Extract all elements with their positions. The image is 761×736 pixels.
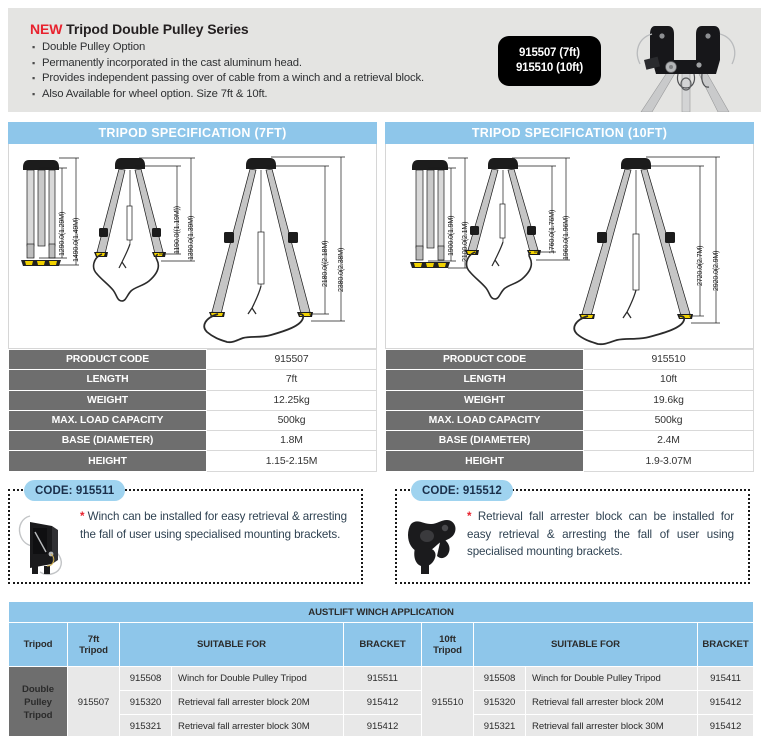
fall-arrester-block-icon (397, 508, 467, 580)
column-header-suitable-for-left: SUITABLE FOR (120, 623, 344, 667)
code-callout-body (10, 508, 361, 580)
product-code-badge (498, 36, 601, 86)
dimension-label: 1960.0(1.96M) (561, 215, 570, 260)
left-item-code: 915321 (120, 715, 172, 736)
code-callout-915511 (8, 484, 363, 584)
table-row (9, 715, 754, 736)
tripod-head-photo (608, 8, 761, 112)
asterisk-icon: * (80, 510, 85, 523)
bullet-text: Permanently incorporated in the cast aluminum head. (42, 56, 302, 69)
column-header-10ft-tripod (422, 623, 474, 667)
code-tag-badge (411, 480, 513, 501)
spec-value: 12.25kg (207, 390, 377, 410)
spec-label: LENGTH (386, 370, 584, 390)
asterisk-icon: * (467, 510, 472, 523)
table-row (9, 410, 377, 430)
bullet-dot-icon: ▪ (32, 88, 36, 99)
right-item-code: 915508 (474, 667, 526, 691)
code-tag-label: CODE: 915512 (422, 484, 502, 497)
panel-title-10ft: TRIPOD SPECIFICATION (10FT) (385, 122, 754, 144)
spec-table-10ft (385, 349, 754, 472)
list-item (30, 56, 500, 72)
spec-label: WEIGHT (386, 390, 584, 410)
spec-panel-10ft (385, 122, 754, 478)
left-tripod-code: 915507 (68, 667, 120, 736)
spec-label: BASE (DIAMETER) (9, 431, 207, 451)
left-item-code: 915320 (120, 691, 172, 715)
header-banner (8, 8, 753, 112)
bullet-dot-icon: ▪ (32, 57, 36, 68)
spec-value: 2.4M (584, 431, 754, 451)
dimension-label: 1290.0(1.29M) (57, 211, 66, 256)
table-row (386, 370, 754, 390)
spec-label: BASE (DIAMETER) (386, 431, 584, 451)
bullet-text: Double Pulley Option (42, 41, 146, 53)
list-item (30, 71, 500, 87)
left-item-bracket: 915412 (344, 691, 422, 715)
table-header-row (9, 623, 754, 667)
table-row (386, 350, 754, 370)
code-tag-label: CODE: 915511 (35, 484, 115, 497)
badge-code-7ft: 915507 (7ft) (519, 47, 580, 59)
left-item-description: Retrieval fall arrester block 20M (172, 691, 344, 715)
spec-label: PRODUCT CODE (9, 350, 207, 370)
left-item-description: Winch for Double Pulley Tripod (172, 667, 344, 691)
code-callout-915512 (395, 484, 750, 584)
dimension-label: 2180.0((2.18M) (320, 240, 329, 287)
spec-value: 915507 (207, 350, 377, 370)
spec-value: 19.6kg (584, 390, 754, 410)
dimension-label: 1490.0(1.49M) (71, 217, 80, 262)
tripod-name-cell (9, 667, 68, 736)
bullet-dot-icon: ▪ (32, 42, 36, 52)
panel-title-7ft: TRIPOD SPECIFICATION (7FT) (8, 122, 377, 144)
table-title: AUSTLIFT WINCH APPLICATION (9, 602, 754, 623)
spec-value: 500kg (584, 410, 754, 430)
right-item-bracket: 915412 (698, 691, 754, 715)
tripod-name-line3: Tripod (23, 710, 53, 721)
tripod-name-line2: Pulley (24, 697, 52, 708)
right-item-code: 915320 (474, 691, 526, 715)
column-header-tripod: Tripod (9, 623, 68, 667)
spec-value: 1.8M (207, 431, 377, 451)
column-header-bracket-right: BRACKET (698, 623, 754, 667)
table-row (9, 390, 377, 410)
code-callout-description: Winch can be installed for easy retrieval & arresting the fall of user using specialised mounting brackets. (80, 510, 347, 541)
spec-label: MAX. LOAD CAPACITY (386, 410, 584, 430)
right-tripod-code: 915510 (422, 667, 474, 736)
column-header-line1: 7ft (87, 633, 100, 645)
code-callout-body (397, 508, 748, 580)
winch-icon (10, 508, 80, 580)
right-item-description: Winch for Double Pulley Tripod (526, 667, 698, 691)
spec-label: MAX. LOAD CAPACITY (9, 410, 207, 430)
left-item-bracket: 915511 (344, 667, 422, 691)
spec-panel-7ft (8, 122, 377, 478)
bullet-text: Provides independent passing over of cable from a winch and a retrieval block. (42, 72, 425, 84)
spec-value: 500kg (207, 410, 377, 430)
table-row (386, 451, 754, 471)
austlift-winch-application-table (8, 601, 754, 736)
right-item-code: 915321 (474, 715, 526, 736)
list-item (30, 40, 500, 56)
column-header-suitable-for-right: SUITABLE FOR (474, 623, 698, 667)
code-tag-badge (24, 480, 125, 501)
table-row (386, 390, 754, 410)
dimension-label: 2380.0(2.38M) (336, 247, 345, 292)
new-label: NEW (30, 21, 63, 37)
right-item-description: Retrieval fall arrester block 20M (526, 691, 698, 715)
table-row (9, 667, 754, 691)
list-item (30, 87, 500, 103)
code-callout-text (80, 508, 361, 580)
code-callout-text (467, 508, 748, 580)
right-item-bracket: 915411 (698, 667, 754, 691)
column-header-line2: Tripod (79, 644, 108, 656)
spec-label: PRODUCT CODE (386, 350, 584, 370)
left-item-description: Retrieval fall arrester block 30M (172, 715, 344, 736)
table-row (386, 410, 754, 430)
spec-value: 10ft (584, 370, 754, 390)
spec-table-7ft (8, 349, 377, 472)
code-callout-description: Retrieval fall arrester block can be installed for easy retrieval & arresting the fall of user using specialised mounting brackets. (467, 510, 734, 558)
dimension-label: 2720.0(2.7M) (695, 245, 704, 286)
feature-bullet-list (30, 40, 500, 102)
left-item-bracket: 915412 (344, 715, 422, 736)
header-text-block (30, 20, 500, 102)
tripod-name-line1: Double (22, 684, 54, 695)
spec-label: LENGTH (9, 370, 207, 390)
table-row (9, 431, 377, 451)
dimension-label: 2100.0(2.1M) (460, 221, 469, 262)
table-row (9, 602, 754, 623)
spec-value: 7ft (207, 370, 377, 390)
spec-value: 1.15-2.15M (207, 451, 377, 471)
column-header-line1: 10ft (439, 633, 456, 645)
spec-label: HEIGHT (386, 451, 584, 471)
right-item-bracket: 915412 (698, 715, 754, 736)
bullet-text: Also Available for wheel option. Size 7ft & 10ft. (42, 87, 268, 100)
badge-code-10ft: 915510 (10ft) (515, 62, 584, 74)
column-header-bracket-left: BRACKET (344, 623, 422, 667)
dimension-label: 1760.0(1.76M) (547, 209, 556, 254)
column-header-7ft-tripod (68, 623, 120, 667)
page-title-text: Tripod Double Pulley Series (62, 21, 249, 37)
table-row (9, 451, 377, 471)
tripod-drawings-7ft (8, 144, 377, 349)
table-row (386, 431, 754, 451)
page-title (30, 20, 500, 38)
dimension-label: 1900.0(1.9M) (446, 215, 455, 256)
tripod-drawings-10ft (385, 144, 754, 349)
table-row (9, 691, 754, 715)
spec-value: 915510 (584, 350, 754, 370)
dimension-label: 1190.0((1.19M)) (172, 206, 181, 254)
table-row (9, 370, 377, 390)
table-row (9, 350, 377, 370)
spec-label: HEIGHT (9, 451, 207, 471)
right-item-description: Retrieval fall arrester block 30M (526, 715, 698, 736)
dimension-label: 2920.0(2.9M) (711, 250, 720, 291)
dimension-label: 1390.0(1.39M) (186, 215, 195, 260)
spec-label: WEIGHT (9, 390, 207, 410)
left-item-code: 915508 (120, 667, 172, 691)
column-header-line2: Tripod (433, 644, 462, 656)
spec-value: 1.9-3.07M (584, 451, 754, 471)
bullet-dot-icon: ▪ (32, 73, 36, 83)
